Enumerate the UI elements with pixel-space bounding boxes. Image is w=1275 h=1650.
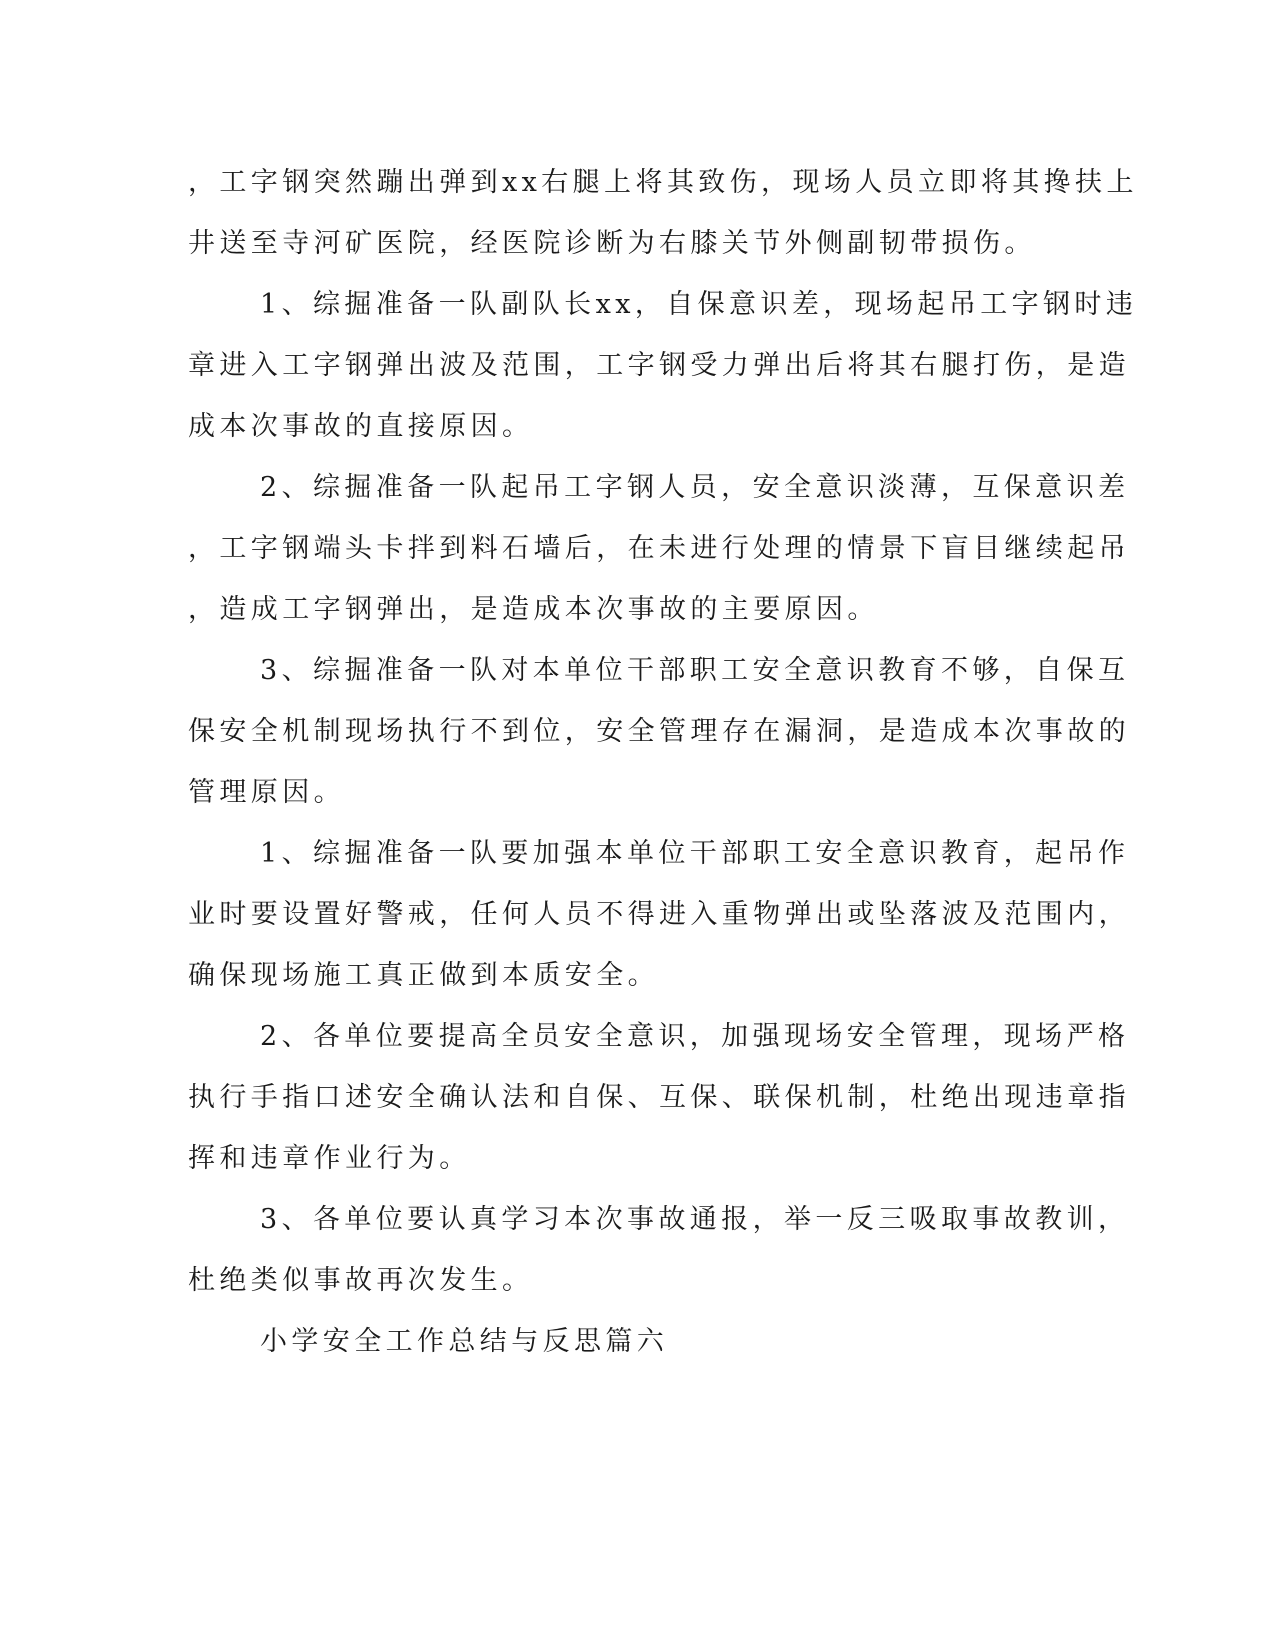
paragraph-6-line-0: 3、各单位要认真学习本次事故通报，举一反三吸取事故教训， xyxy=(260,1204,1130,1235)
document-body xyxy=(188,152,1138,1372)
paragraph-0-line-1: 井送至寺河矿医院，经医院诊断为右膝关节外侧副韧带损伤。 xyxy=(188,228,1036,259)
section-heading: 小学安全工作总结与反思篇六 xyxy=(260,1326,669,1357)
paragraph-3-line-1: 保安全机制现场执行不到位，安全管理存在漏洞，是造成本次事故的 xyxy=(188,716,1130,747)
paragraph-5-line-2: 挥和违章作业行为。 xyxy=(188,1143,471,1174)
paragraph-2-line-1: ，工字钢端头卡拌到料石墙后，在未进行处理的情景下盲目继续起吊 xyxy=(188,533,1130,564)
paragraph-5-line-0: 2、各单位要提高全员安全意识，加强现场安全管理，现场严格 xyxy=(260,1021,1130,1052)
paragraph-3-line-0: 3、综掘准备一队对本单位干部职工安全意识教育不够，自保互 xyxy=(260,655,1130,686)
paragraph-5-line-1: 执行手指口述安全确认法和自保、互保、联保机制，杜绝出现违章指 xyxy=(188,1082,1130,1113)
paragraph-2-line-2: ，造成工字钢弹出，是造成本次事故的主要原因。 xyxy=(188,594,879,625)
paragraph-4-line-2: 确保现场施工真正做到本质安全。 xyxy=(188,960,659,991)
paragraph-0-line-0: ，工字钢突然蹦出弹到xx右腿上将其致伤，现场人员立即将其搀扶上 xyxy=(188,167,1138,198)
paragraph-2-line-0: 2、综掘准备一队起吊工字钢人员，安全意识淡薄，互保意识差 xyxy=(260,472,1130,503)
paragraph-4-line-0: 1、综掘准备一队要加强本单位干部职工安全意识教育，起吊作 xyxy=(260,838,1130,869)
paragraph-3-line-2: 管理原因。 xyxy=(188,777,345,808)
paragraph-1-line-1: 章进入工字钢弹出波及范围，工字钢受力弹出后将其右腿打伤，是造 xyxy=(188,350,1130,381)
paragraph-6-line-1: 杜绝类似事故再次发生。 xyxy=(188,1265,534,1296)
paragraph-1-line-2: 成本次事故的直接原因。 xyxy=(188,411,534,442)
paragraph-1-line-0: 1、综掘准备一队副队长xx，自保意识差，现场起吊工字钢时违 xyxy=(260,289,1138,320)
paragraph-4-line-1: 业时要设置好警戒，任何人员不得进入重物弹出或坠落波及范围内， xyxy=(188,899,1130,930)
